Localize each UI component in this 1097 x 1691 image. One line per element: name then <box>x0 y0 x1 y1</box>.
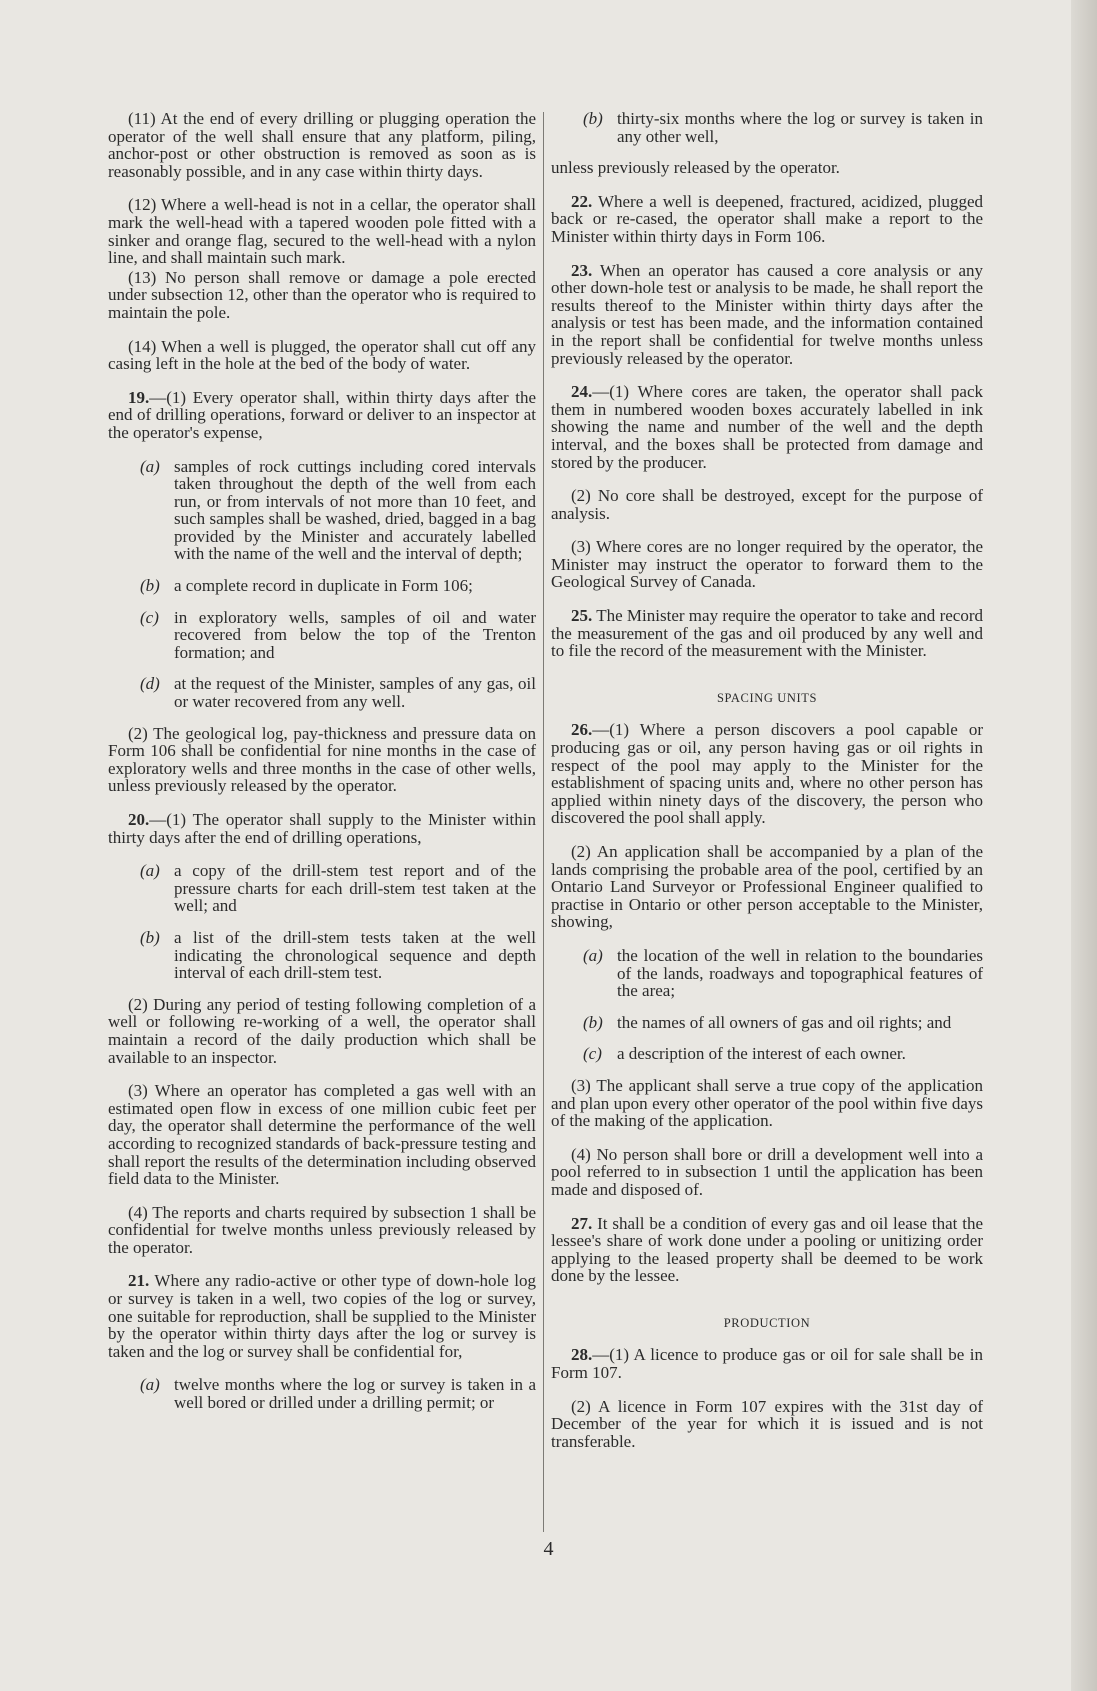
subsection-20-2: (2) During any period of testing following completion of a well or following re-working of a well, the operator shall maintain a record of the daily production which shall be available to an inspector. <box>108 994 536 1067</box>
subsection-20-4: (4) The reports and charts required by subsection 1 shall be confidential for twelve months unless previously released by the operator. <box>108 1202 536 1257</box>
clause-19-d: (d) at the request of the Minister, samples of any gas, oil or water recovered from any well. <box>140 674 536 712</box>
heading-production: PRODUCTION <box>723 1315 811 1330</box>
section-22: 22. Where a well is deepened, fractured, acidized, plugged back or re-cased, the operator shall make a report to the Minister within thirty days in Form 106. <box>551 191 983 246</box>
subsection-19-2: (2) The geological log, pay-thickness and pressure data on Form 106 shall be confidential for nine months in the case of exploratory wells and three months in the case of other wells, unless previously released by the operator. <box>108 723 536 796</box>
subsection-28-2: (2) A licence in Form 107 expires with the 31st day of December of the year for which it is issued and is not transferable. <box>551 1396 983 1451</box>
subsection-26-2: (2) An application shall be accompanied by a plan of the lands comprising the probable area of the pool, certified by an Ontario Land Surveyor or Professional Engineer qualified to practise in Ontario or other person acceptable to the Minister, showing, <box>551 842 983 932</box>
section-number: 20. <box>128 810 150 829</box>
section-number: 19. <box>128 387 150 407</box>
section-number: 22. <box>571 191 593 211</box>
section-number: 23. <box>571 260 593 280</box>
heading-spacing-units: SPACING UNITS <box>716 690 818 705</box>
section-24: 24.—(1) Where cores are taken, the operator shall pack them in numbered wooden boxes accurately labelled in ink showing the name and number of the well and the depth interval, and the boxes shall be protected from damage and stored by the producer. <box>551 382 983 472</box>
section-20: 20.—(1) The operator shall supply to the Minister within thirty days after the end of drilling operations, <box>108 810 536 847</box>
subsection-26-4: (4) No person shall bore or drill a development well into a pool referred to in subsection 1 until the application has been made and disposed of. <box>551 1144 983 1199</box>
section-number: 26. <box>571 720 593 740</box>
section-27: 27. It shall be a condition of every gas and oil lease that the lessee's share of work done under a pooling or unitizing order applying to the leased property shall be deemed to be work done by the lessee. <box>551 1213 983 1286</box>
subsection-12: (12) Where a well-head is not in a cellar, the operator shall mark the well-head with a tapered wooden pole fitted with a sinker and orange flag, secured to the well-head with a nylon line, and shall maintain such mark. <box>108 195 536 268</box>
clause-26-b: (b) the names of all owners of gas and oil rights; and <box>583 1012 952 1032</box>
clause-20-a: (a) a copy of the drill-stem test report and of the pressure charts for each drill-stem test taken at the well; and <box>140 861 536 916</box>
subsection-26-3: (3) The applicant shall serve a true copy of the application and plan upon every other operator of the pool within five days of the making of the application. <box>551 1075 983 1131</box>
section-21-tail: unless previously released by the operator. <box>551 158 840 178</box>
clause-19-b: (b) a complete record in duplicate in Form 106; <box>140 576 473 596</box>
section-number: 27. <box>571 1213 593 1233</box>
section-19: 19.—(1) Every operator shall, within thirty days after the end of drilling operations, forward or deliver to an inspector at the operator's expense, <box>108 387 536 442</box>
subsection-11: (11) At the end of every drilling or plugging operation the operator of the well shall ensure that any platform, piling, anchor-post or other obstruction is removed as soon as is reasonably possible, and in any case within thirty days. <box>108 109 536 181</box>
section-23: 23. When an operator has caused a core analysis or any other down-hole test or analysis to be made, he shall report the results thereof to the Minister within thirty days after the analysis or test has been made, and the information contained in the report shall be confidential for twelve months unless previously released by the operator. <box>551 260 983 368</box>
clause-26-c: (c) a description of the interest of each owner. <box>583 1044 906 1064</box>
clause-20-b: (b) a list of the drill-stem tests taken at the well indicating the chronological sequence and depth interval of each drill-stem test. <box>140 927 536 983</box>
clause-19-c: (c) in exploratory wells, samples of oil and water recovered from below the top of the Trenton formation; and <box>140 607 536 662</box>
subsection-24-3: (3) Where cores are no longer required by the operator, the Minister may instruct the operator to forward them to the Geological Survey of Canada. <box>551 537 983 592</box>
section-26: 26.—(1) Where a person discovers a pool capable or producing gas or oil, any person having gas or oil rights in respect of the pool may apply to the Minister for the establishment of spacing units and, where no other person has applied within ninety days of the discovery, the person who discovered the pool shall apply. <box>551 720 983 828</box>
page-edge-shadow <box>1071 0 1097 1691</box>
subsection-24-2: (2) No core shall be destroyed, except for the purpose of analysis. <box>551 486 983 523</box>
subsection-14: (14) When a well is plugged, the operator shall cut off any casing left in the hole at the bed of the body of water. <box>108 336 536 374</box>
section-number: 24. <box>571 382 593 402</box>
column-divider <box>543 112 544 1532</box>
right-column <box>551 110 983 1466</box>
left-column <box>108 110 536 1426</box>
section-number: 28. <box>571 1345 593 1365</box>
section-25: 25. The Minister may require the operator to take and record the measurement of the gas and oil produced by any well and to file the record of the measurement with the Minister. <box>551 606 983 661</box>
page-number: 4 <box>543 1538 554 1560</box>
clause-21-a: (a) twelve months where the log or survey is taken in a well bored or drilled under a drilling permit; or <box>140 1375 536 1413</box>
clause-19-a: (a) samples of rock cuttings including cored intervals taken throughout the depth of the well from each run, or from intervals of not more than 10 feet, and such samples shall be washed, dried, bagged in a bag provided by the Minister and accurately labelled with the name of the well and the interval of depth; <box>140 456 536 564</box>
subsection-20-3: (3) Where an operator has completed a gas well with an estimated open flow in excess of one million cubic feet per day, the operator shall determine the performance of the well according to recognized standards of back-pressure testing and shall report the results of the determination including observed field data to the Minister. <box>108 1081 536 1189</box>
clause-21-b: (b) thirty-six months where the log or survey is taken in any other well, <box>583 109 983 146</box>
subsection-13: (13) No person shall remove or damage a pole erected under subsection 12, other than the operator who is required to maintain the pole. <box>108 267 536 322</box>
section-28: 28.—(1) A licence to produce gas or oil for sale shall be in Form 107. <box>551 1345 983 1383</box>
section-number: 25. <box>571 606 593 626</box>
section-number: 21. <box>128 1271 150 1291</box>
clause-26-a: (a) the location of the well in relation to the boundaries of the lands, roadways and topographical features of the area; <box>583 945 983 1001</box>
section-21: 21. Where any radio-active or other type of down-hole log or survey is taken in a well, two copies of the log or survey, one suitable for reproduction, shall be supplied to the Minister by the operator within thirty days after the log or survey is taken and the log or survey shall be confidential for, <box>108 1271 536 1361</box>
